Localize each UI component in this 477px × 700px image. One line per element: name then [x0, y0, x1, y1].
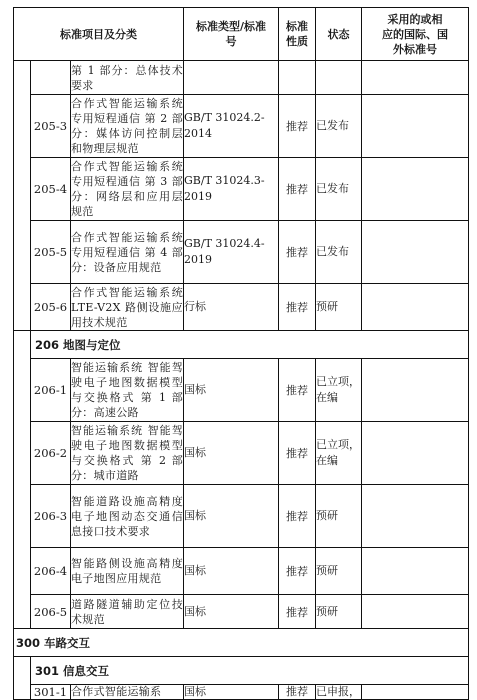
section-title: 206 地图与定位 [31, 331, 469, 359]
property-cell [279, 61, 316, 95]
table-row [14, 61, 469, 95]
status-cell: 预研 [316, 595, 362, 629]
indent-cell [14, 657, 31, 700]
status-cell: 已发布 [316, 95, 362, 158]
property-cell: 推荐 [279, 595, 316, 629]
type-cell: GB/T 31024.3-2019 [184, 158, 279, 221]
intl-cell [362, 548, 469, 595]
property-cell: 推荐 [279, 359, 316, 422]
standards-table [13, 7, 469, 700]
code-cell: 206-5 [31, 595, 71, 629]
property-cell: 推荐 [279, 95, 316, 158]
property-cell: 推荐 [279, 422, 316, 485]
intl-cell [362, 595, 469, 629]
code-cell: 205-5 [31, 221, 71, 284]
status-cell: 已立项，在编 [316, 359, 362, 422]
type-cell: 国标 [184, 595, 279, 629]
table-row [14, 158, 469, 221]
property-cell: 推荐 [279, 685, 316, 700]
section-title: 300 车路交互 [14, 629, 469, 657]
code-cell: 206-2 [31, 422, 71, 485]
indent-cell [14, 61, 31, 331]
intl-cell [362, 359, 469, 422]
type-cell: 国标 [184, 485, 279, 548]
type-cell [184, 61, 279, 95]
header-status: 状态 [316, 8, 362, 61]
intl-cell [362, 61, 469, 95]
status-cell: 预研 [316, 284, 362, 331]
header-international: 采用的或相 应的国际、国 外标准号 [362, 8, 469, 61]
table-row [14, 284, 469, 331]
subsection-title: 301 信息交互 [31, 657, 469, 685]
intl-cell [362, 95, 469, 158]
name-cell: 第 1 部分：总体技术要求 [71, 61, 184, 95]
intl-cell [362, 221, 469, 284]
section-row-300 [14, 629, 469, 657]
table-row [14, 95, 469, 158]
table-row [14, 548, 469, 595]
status-cell: 已申报， [316, 685, 360, 698]
type-cell: GB/T 31024.2-2014 [184, 95, 279, 158]
type-cell: 国标 [184, 422, 279, 485]
indent-cell [14, 331, 31, 629]
name-cell: 合作式智能运输系 [71, 685, 184, 700]
name-cell: 合作式智能运输系统 专用短程通信 第 2 部分：媒体访问控制层和物理层规范 [71, 95, 184, 158]
table-row [14, 485, 469, 548]
name-cell: 智能运输系统 智能驾驶电子地图数据模型与交换格式 第 1 部分：高速公路 [71, 359, 184, 422]
intl-cell [362, 422, 469, 485]
header-type: 标准类型/标准 号 [184, 8, 279, 61]
property-cell: 推荐 [279, 158, 316, 221]
type-cell: 国标 [184, 548, 279, 595]
code-cell: 301-1 [31, 685, 71, 700]
name-cell: 合作式智能运输系统 专用短程通信 第 4 部分：设备应用规范 [71, 221, 184, 284]
code-cell: 205-3 [31, 95, 71, 158]
section-row-301 [14, 657, 469, 685]
type-cell: GB/T 31024.4-2019 [184, 221, 279, 284]
name-cell: 智能运输系统 智能驾驶电子地图数据模型与交换格式 第 2 部分：城市道路 [71, 422, 184, 485]
table-row [14, 221, 469, 284]
intl-cell [362, 284, 469, 331]
property-cell: 推荐 [279, 284, 316, 331]
code-cell: 206-3 [31, 485, 71, 548]
table-header-row [14, 8, 469, 61]
type-cell: 国标 [184, 685, 279, 700]
property-cell: 推荐 [279, 221, 316, 284]
code-cell: 206-1 [31, 359, 71, 422]
code-cell: 205-4 [31, 158, 71, 221]
table-row [14, 359, 469, 422]
property-cell: 推荐 [279, 485, 316, 548]
name-cell: 道路隧道辅助定位技术规范 [71, 595, 184, 629]
intl-cell [362, 485, 469, 548]
name-cell: 智能道路设施高精度电子地图动态交通信息接口技术要求 [71, 485, 184, 548]
status-cell [316, 61, 362, 95]
status-cell: 已发布 [316, 158, 362, 221]
intl-cell [362, 158, 469, 221]
status-cell: 预研 [316, 548, 362, 595]
code-cell [31, 61, 71, 95]
name-cell: 智能路侧设施高精度电子地图应用规范 [71, 548, 184, 595]
code-cell: 206-4 [31, 548, 71, 595]
header-item: 标准项目及分类 [14, 8, 184, 61]
status-cell: 预研 [316, 485, 362, 548]
name-cell: 合作式智能运输系统 专用短程通信 第 3 部分：网络层和应用层规范 [71, 158, 184, 221]
status-cell: 已发布 [316, 221, 362, 284]
header-property: 标准 性质 [279, 8, 316, 61]
name-cell: 合作式智能运输系统 LTE-V2X 路侧设施应用技术规范 [71, 285, 183, 329]
property-cell: 推荐 [279, 548, 316, 595]
type-cell: 行标 [184, 284, 279, 331]
type-cell: 国标 [184, 359, 279, 422]
table-row [14, 422, 469, 485]
status-cell: 已立项，在编 [316, 422, 362, 485]
table-row [14, 685, 469, 700]
section-row-206 [14, 331, 469, 359]
intl-cell [362, 685, 469, 700]
table-row [14, 595, 469, 629]
code-cell: 205-6 [31, 284, 71, 331]
